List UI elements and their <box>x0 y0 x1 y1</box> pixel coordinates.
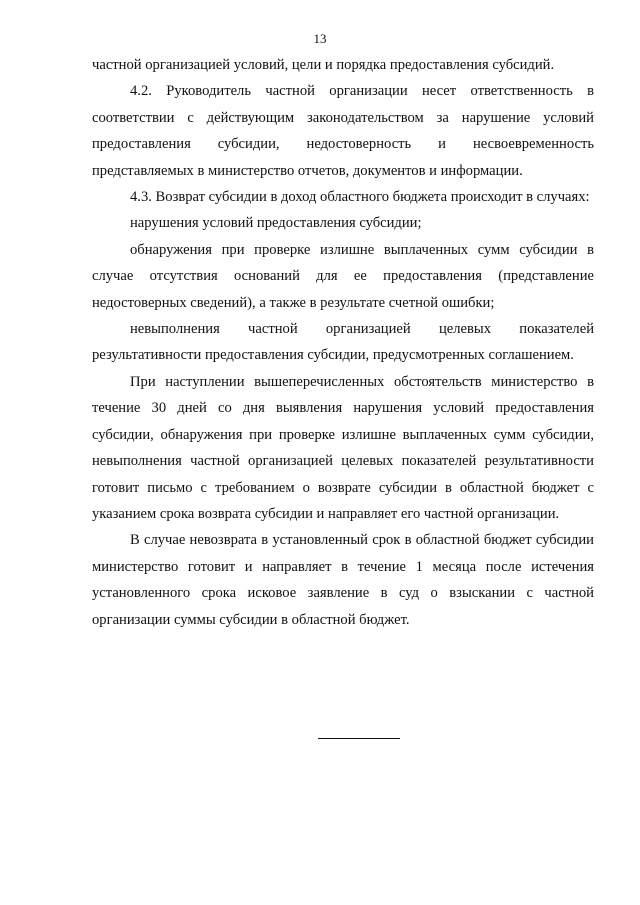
list-item-nonfulfillment: невыполнения частной организацией целевых показателей результативности предоставления субсидии, предусмотренных соглашением. <box>92 321 594 364</box>
paragraph-4-2: 4.2. Руководитель частной организации несет ответственность в соответствии с действующим законодательством за нарушение условий предоставления субсидии, недостоверность и несвоевременность представляемых в министерство отчетов, документов и информации. <box>92 83 594 179</box>
list-item-overpayment: обнаружения при проверке излишне выплаченных сумм субсидии в случае отсутствия оснований для ее предоставления (представление недостоверных сведений), а также в результате счетной ошибки; <box>92 241 594 311</box>
document-body <box>92 52 594 633</box>
end-of-document-line <box>318 738 400 739</box>
list-item-violation: нарушения условий предоставления субсидии; <box>130 215 422 232</box>
paragraph-non-return: В случае невозврата в установленный срок в областной бюджет субсидии министерство готовит и направляет в течение 1 месяца после истечения установленного срока исковое заявление в суд о взыскании с частной организации суммы субсидии в областной бюджет. <box>92 532 594 628</box>
paragraph-continuation: частной организацией условий, цели и порядка предоставления субсидий. <box>92 57 555 73</box>
page-number: 13 <box>313 31 327 46</box>
paragraph-4-3: 4.3. Возврат субсидии в доход областного бюджета происходит в случаях: <box>130 189 590 206</box>
paragraph-circumstances: При наступлении вышеперечисленных обстоятельств министерство в течение 30 дней со дня выявления нарушения условий предоставления субсидии, обнаружения при проверке излишне выплаченных сумм субсидии, невыполнения частной организацией целевых показателей результативности готовит письмо с требованием о возврате субсидии в областной бюджет с указанием срока возврата субсидии и направляет его частной организации. <box>92 373 594 522</box>
